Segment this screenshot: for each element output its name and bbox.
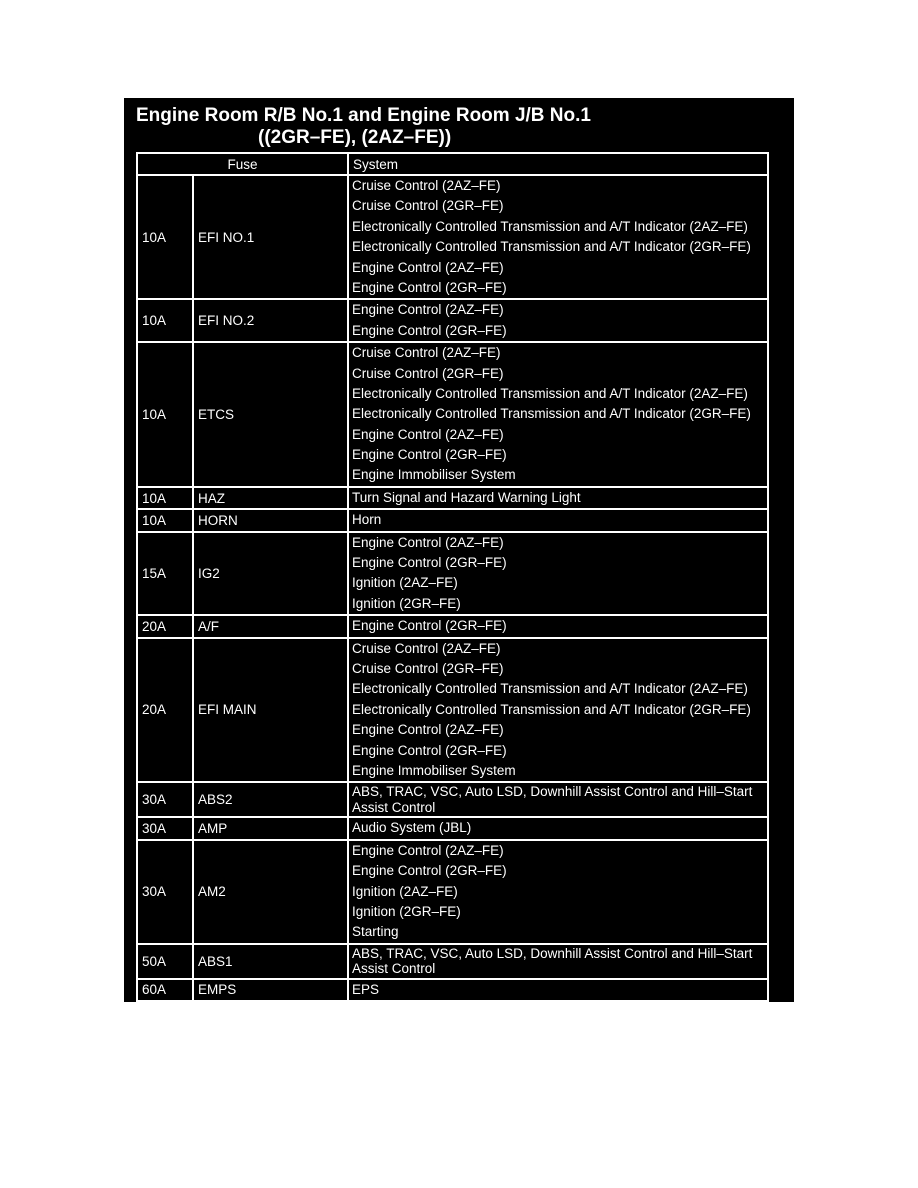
system-entry: Engine Control (2AZ–FE): [352, 534, 504, 550]
table-row: [137, 840, 768, 944]
fuse-table: [136, 152, 769, 1002]
table-row: [137, 509, 768, 531]
system-entry: Engine Control (2GR–FE): [352, 279, 507, 295]
system-entry: Engine Control (2GR–FE): [352, 618, 507, 634]
system-entry: Horn: [352, 512, 382, 528]
table-row: [137, 944, 768, 979]
fuse-systems: [348, 979, 768, 1001]
fuse-name: IG2: [193, 532, 348, 616]
system-entry: Electronically Controlled Transmission and A/T Indicator (2AZ–FE): [352, 218, 748, 234]
header-system: System: [348, 153, 768, 175]
page-title: Engine Room R/B No.1 and Engine Room J/B No.1: [136, 105, 591, 126]
fuse-systems: [348, 175, 768, 299]
fuse-name: ABS1: [193, 944, 348, 979]
table-row: [137, 299, 768, 342]
page-subtitle: ((2GR–FE), (2AZ–FE)): [258, 127, 452, 148]
system-entry: Audio System (JBL): [352, 820, 472, 836]
system-entry: Engine Control (2GR–FE): [352, 863, 507, 879]
fuse-amperage: 10A: [137, 487, 193, 509]
table-row: [137, 487, 768, 509]
fuse-chart-panel: [124, 98, 794, 1002]
fuse-name: HAZ: [193, 487, 348, 509]
system-entry: Ignition (2GR–FE): [352, 903, 461, 919]
system-entry: Ignition (2AZ–FE): [352, 575, 458, 591]
system-entry: Electronically Controlled Transmission and A/T Indicator (2GR–FE): [352, 406, 751, 422]
fuse-name: A/F: [193, 615, 348, 637]
fuse-systems: [348, 509, 768, 531]
system-entry: Cruise Control (2GR–FE): [352, 660, 504, 676]
system-entry: Engine Control (2GR–FE): [352, 742, 507, 758]
table-row: [137, 979, 768, 1001]
fuse-name: HORN: [193, 509, 348, 531]
fuse-name: EMPS: [193, 979, 348, 1001]
fuse-systems: [348, 944, 768, 979]
fuse-name: AM2: [193, 840, 348, 944]
system-entry: Engine Control (2AZ–FE): [352, 302, 504, 318]
system-entry: Engine Control (2GR–FE): [352, 322, 507, 338]
fuse-amperage: 60A: [137, 979, 193, 1001]
system-entry: Engine Immobiliser System: [352, 467, 516, 483]
fuse-table-body: [137, 175, 768, 1001]
fuse-amperage: 30A: [137, 840, 193, 944]
system-entry: Engine Control (2AZ–FE): [352, 722, 504, 738]
fuse-amperage: 50A: [137, 944, 193, 979]
fuse-amperage: 10A: [137, 509, 193, 531]
table-row: [137, 782, 768, 817]
fuse-name: ETCS: [193, 342, 348, 487]
system-entry: Ignition (2AZ–FE): [352, 883, 458, 899]
system-entry: EPS: [352, 981, 380, 997]
fuse-systems: [348, 817, 768, 839]
fuse-amperage: 10A: [137, 299, 193, 342]
system-entry: Engine Control (2AZ–FE): [352, 842, 504, 858]
system-entry: Cruise Control (2AZ–FE): [352, 178, 501, 193]
system-entry: Ignition (2GR–FE): [352, 595, 461, 611]
system-entry: Starting: [352, 924, 399, 940]
fuse-name: EFI NO.2: [193, 299, 348, 342]
system-entry: ABS, TRAC, VSC, Auto LSD, Downhill Assist Control and Hill–Start Assist Control: [352, 784, 753, 815]
system-entry: Cruise Control (2GR–FE): [352, 365, 504, 381]
system-entry: Electronically Controlled Transmission and A/T Indicator (2GR–FE): [352, 701, 751, 717]
system-entry: Electronically Controlled Transmission and A/T Indicator (2GR–FE): [352, 239, 751, 255]
fuse-name: AMP: [193, 817, 348, 839]
system-entry: Cruise Control (2AZ–FE): [352, 640, 501, 656]
system-entry: Turn Signal and Hazard Warning Light: [352, 489, 581, 505]
system-entry: ABS, TRAC, VSC, Auto LSD, Downhill Assist Control and Hill–Start Assist Control: [352, 945, 753, 977]
fuse-amperage: 10A: [137, 175, 193, 299]
system-entry: Engine Control (2GR–FE): [352, 555, 507, 571]
table-row: [137, 175, 768, 299]
table-row: [137, 342, 768, 487]
system-entry: Engine Control (2AZ–FE): [352, 426, 504, 442]
table-row: [137, 638, 768, 783]
table-row: [137, 817, 768, 839]
system-entry: Cruise Control (2GR–FE): [352, 198, 504, 214]
fuse-systems: [348, 299, 768, 342]
fuse-systems: [348, 840, 768, 944]
fuse-amperage: 15A: [137, 532, 193, 616]
table-header-row: [137, 153, 768, 175]
table-row: [137, 532, 768, 616]
fuse-systems: [348, 532, 768, 616]
fuse-systems: [348, 342, 768, 487]
system-entry: Engine Control (2GR–FE): [352, 447, 507, 463]
system-entry: Electronically Controlled Transmission and A/T Indicator (2AZ–FE): [352, 385, 748, 401]
fuse-name: EFI MAIN: [193, 638, 348, 783]
fuse-amperage: 30A: [137, 817, 193, 839]
fuse-amperage: 30A: [137, 782, 193, 817]
header-fuse: Fuse: [137, 153, 348, 175]
fuse-name: EFI NO.1: [193, 175, 348, 299]
fuse-systems: [348, 638, 768, 783]
system-entry: Electronically Controlled Transmission and A/T Indicator (2AZ–FE): [352, 681, 748, 697]
fuse-amperage: 10A: [137, 342, 193, 487]
fuse-systems: [348, 782, 768, 817]
system-entry: Engine Control (2AZ–FE): [352, 259, 504, 275]
table-row: [137, 615, 768, 637]
system-entry: Cruise Control (2AZ–FE): [352, 345, 501, 361]
fuse-amperage: 20A: [137, 638, 193, 783]
fuse-systems: [348, 615, 768, 637]
fuse-name: ABS2: [193, 782, 348, 817]
system-entry: Engine Immobiliser System: [352, 762, 516, 778]
fuse-amperage: 20A: [137, 615, 193, 637]
fuse-systems: [348, 487, 768, 509]
